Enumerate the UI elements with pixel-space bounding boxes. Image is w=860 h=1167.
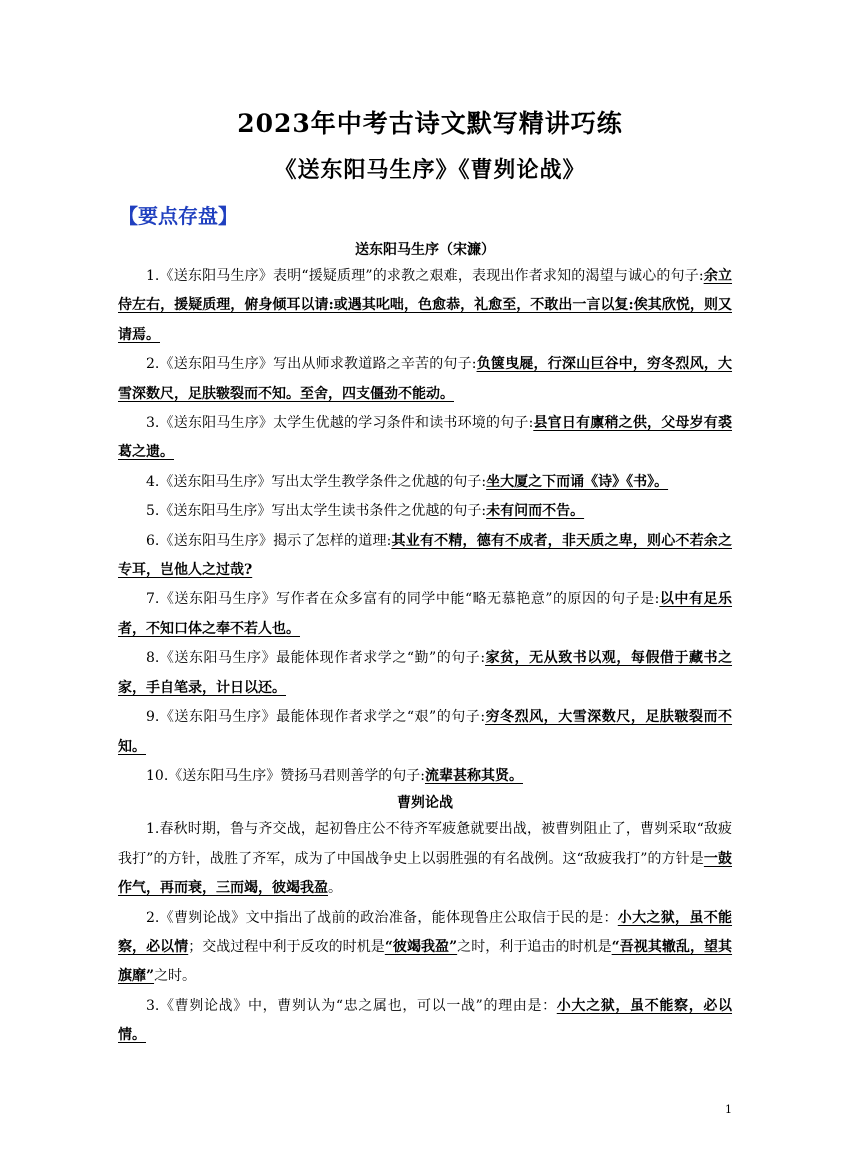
- question-text: 8.《送东阳马生序》最能体现作者求学之“勤”的句子:: [146, 650, 486, 667]
- question-text: 10.《送东阳马生序》赞扬马君则善学的句子:: [146, 767, 425, 784]
- question-text: 2.《送东阳马生序》写出从师求教道路之辛苦的句子:: [146, 356, 477, 373]
- question-text: 4.《送东阳马生序》写出太学生教学条件之优越的句子:: [146, 473, 487, 490]
- question-text: 之时，利于追击的时机是: [457, 938, 612, 955]
- answer-text: 家贫，无从致书以观，每假借于藏书之家，手自笔录，计日以还。: [118, 650, 733, 696]
- question-text: 3.《曹刿论战》中，曹刿认为“忠之属也，可以一战”的理由是：: [146, 997, 557, 1014]
- document-title: 2023年中考古诗文默写精讲巧练: [237, 109, 623, 138]
- question-text: 6.《送东阳马生序》揭示了怎样的道理:: [146, 532, 392, 549]
- part1-item-5: [118, 497, 732, 526]
- part1-item-7: [118, 585, 732, 644]
- answer-text: 其业有不精，德有不成者，非天质之卑，则心不若余之专耳，岂他人之过哉?: [118, 532, 732, 579]
- answer-text: 一鼓作气，再而衰，三而竭，彼竭我盈: [118, 850, 732, 897]
- answer-text: 流辈甚称其贤。: [424, 767, 523, 784]
- question-text: 7.《送东阳马生序》写作者在众多富有的同学中能“略无慕艳意”的原因的句子是:: [146, 591, 660, 608]
- part2-item-2: [118, 904, 732, 992]
- part2-item-1: [118, 815, 732, 903]
- question-text: 。: [328, 880, 342, 897]
- answer-text: 县官日有廪稍之供，父母岁有裘葛之遗。: [118, 415, 733, 461]
- part2-title: 曹刿论战: [397, 795, 453, 812]
- document-subtitle: 《送东阳马生序》《曹刿论战》: [274, 157, 586, 183]
- answer-text: “吾视其辙乱，望其旗靡”: [118, 938, 733, 985]
- answer-text: 以中有足乐者，不知口体之奉不若人也。: [118, 591, 733, 637]
- part1-item-10: [118, 762, 732, 791]
- answer-text: 负箧曳屣，行深山巨谷中，穷冬烈风，大雪深数尺，足肤皲裂而不知。至舍，四支僵劲不能动。: [118, 356, 733, 402]
- answer-text: “彼竭我盈”: [384, 938, 458, 955]
- section-heading: 【要点存盘】: [118, 204, 238, 228]
- part1-item-4: [118, 468, 732, 497]
- question-text: ；交战过程中利于反攻的时机是: [188, 938, 385, 955]
- question-text: 之时。: [154, 968, 197, 985]
- part1-list: [118, 262, 732, 791]
- part1-item-6: [118, 527, 732, 586]
- answer-text: 小大之狱，虽不能察，必以情。: [118, 997, 733, 1044]
- answer-text: 坐大厦之下而诵《诗》《书》。: [486, 473, 669, 490]
- part1-item-9: [118, 703, 732, 762]
- part1-item-8: [118, 644, 732, 703]
- page-number: 1: [725, 1103, 732, 1116]
- question-text: 1.《送东阳马生序》表明“援疑质理”的求教之艰难，表现出作者求知的渴望与诚心的句子:: [146, 268, 704, 284]
- question-text: 2.《曹刿论战》文中指出了战前的政治准备，能体现鲁庄公取信于民的是：: [146, 909, 618, 926]
- question-text: 1.春秋时期，鲁与齐交战，起初鲁庄公不待齐军疲惫就要出战，被曹刿阻止了，曹刿采取“敌疲我打”的方针，战胜了齐军，成为了中国战争史上以弱胜强的有名战例。这“敌疲我打”的方针是: [118, 821, 732, 867]
- question-text: 3.《送东阳马生序》太学生优越的学习条件和读书环境的句子:: [146, 415, 534, 432]
- part2-item-3: [118, 992, 732, 1051]
- part1-item-2: [118, 350, 732, 409]
- question-text: 9.《送东阳马生序》最能体现作者求学之“艰”的句子:: [146, 709, 486, 726]
- answer-text: 余立侍左右，援疑质理，俯身倾耳以请:或遇其叱咄，色愈恭，礼愈至，不敢出一言以复:俟其欣悦，则又请焉。: [118, 268, 733, 343]
- answer-text: 小大之狱，虽不能察，必以情: [118, 909, 733, 955]
- question-text: 5.《送东阳马生序》写出太学生读书条件之优越的句子:: [146, 503, 487, 520]
- answer-text: 穷冬烈风，大雪深数尺，足肤皲裂而不知。: [118, 709, 733, 755]
- part1-title: 送东阳马生序（宋濂）: [355, 242, 495, 258]
- part1-item-3: [118, 409, 732, 468]
- part1-item-1: [118, 262, 732, 350]
- document-body: [118, 238, 732, 1051]
- answer-text: 未有问而不告。: [486, 503, 585, 520]
